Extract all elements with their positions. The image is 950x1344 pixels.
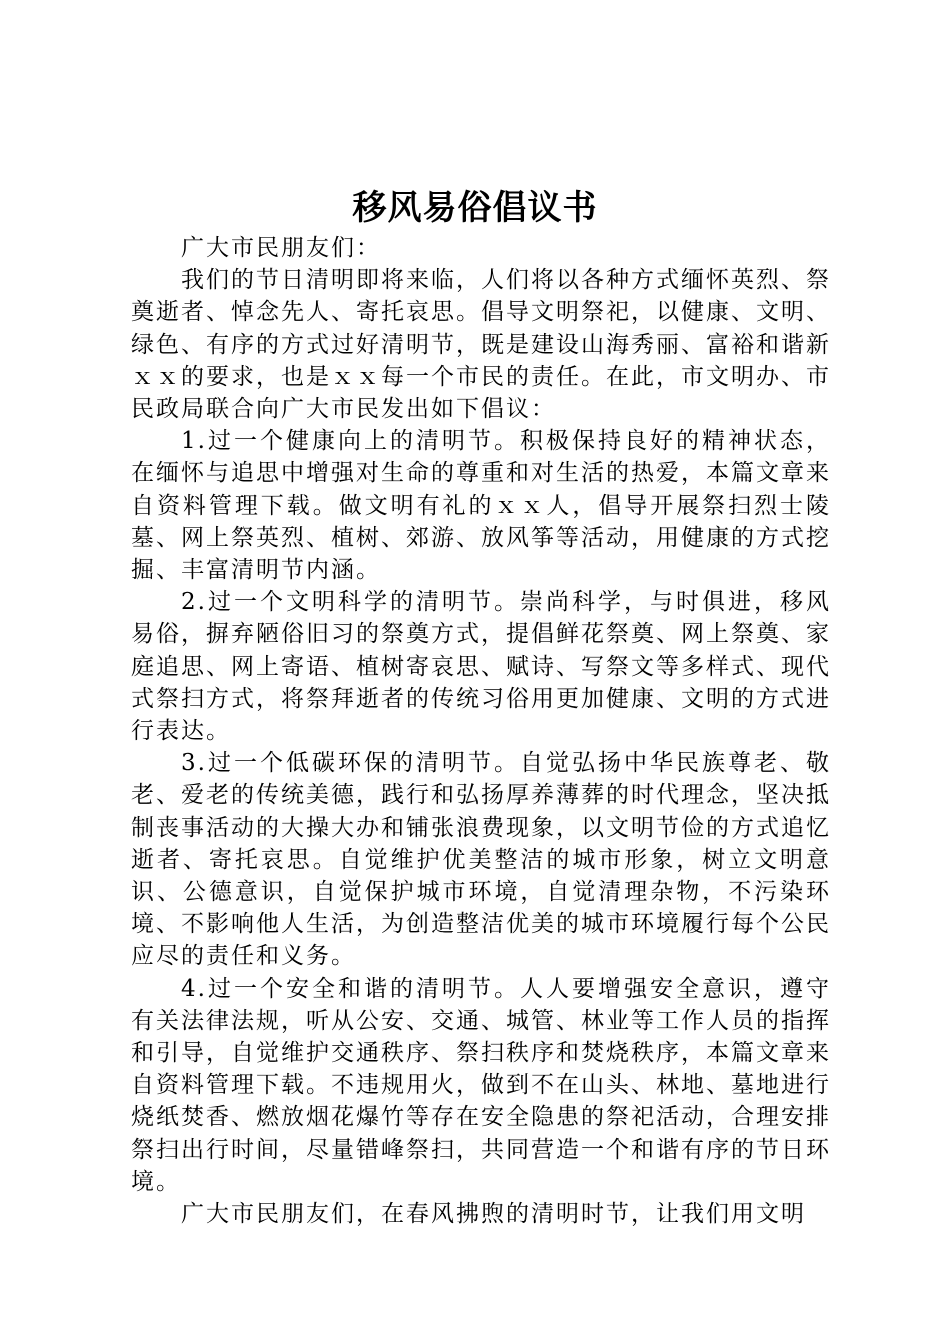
- salutation: 广大市民朋友们：: [181, 235, 381, 261]
- paragraph-item-2: 2.过一个文明科学的清明节。崇尚科学，与时俱进，移风易俗，摒弃陋俗旧习的祭奠方式，提倡鲜花祭奠、网上祭奠、家庭追思、网上寄语、植树寄哀思、赋诗、写祭文等多样式、现代式祭扫方式，将祭拜逝者的传统习俗用更加健康、文明的方式进行表达。: [131, 589, 831, 745]
- paragraph-item-4: 4.过一个安全和谐的清明节。人人要增强安全意识，遵守有关法律法规，听从公安、交通、城管、林业等工作人员的指挥和引导，自觉维护交通秩序、祭扫秩序和焚烧秩序，本篇文章来自资料管理下载。不违规用火，做到不在山头、林地、墓地进行烧纸焚香、燃放烟花爆竹等存在安全隐患的祭祀活动，合理安排祭扫出行时间，尽量错峰祭扫，共同营造一个和谐有序的节日环境。: [131, 975, 831, 1195]
- paragraph-closing: 广大市民朋友们，在春风拂煦的清明时节，让我们用文明: [181, 1201, 806, 1228]
- document-title: 移风易俗倡议书: [352, 188, 598, 228]
- paragraph-intro: 我们的节日清明即将来临，人们将以各种方式缅怀英烈、祭奠逝者、悼念先人、寄托哀思。倡导文明祭祀，以健康、文明、绿色、有序的方式过好清明节，既是建设山海秀丽、富裕和谐新ｘｘ的要求，也是ｘｘ每一个市民的责任。在此，市文明办、市民政局联合向广大市民发出如下倡议：: [131, 267, 831, 423]
- paragraph-item-3: 3.过一个低碳环保的清明节。自觉弘扬中华民族尊老、敬老、爱老的传统美德，践行和弘扬厚养薄葬的时代理念，坚决抵制丧事活动的大操大办和铺张浪费现象，以文明节俭的方式追忆逝者、寄托哀思。自觉维护优美整洁的城市形象，树立文明意识、公德意识，自觉保护城市环境，自觉清理杂物，不污染环境、不影响他人生活，为创造整洁优美的城市环境履行每个公民应尽的责任和义务。: [131, 750, 831, 970]
- document-body: [131, 232, 831, 1230]
- paragraph-item-1: 1.过一个健康向上的清明节。积极保持良好的精神状态，在缅怀与追思中增强对生命的尊重和对生活的热爱，本篇文章来自资料管理下载。做文明有礼的ｘｘ人，倡导开展祭扫烈士陵墓、网上祭英烈、植树、郊游、放风筝等活动，用健康的方式挖掘、丰富清明节内涵。: [131, 428, 831, 584]
